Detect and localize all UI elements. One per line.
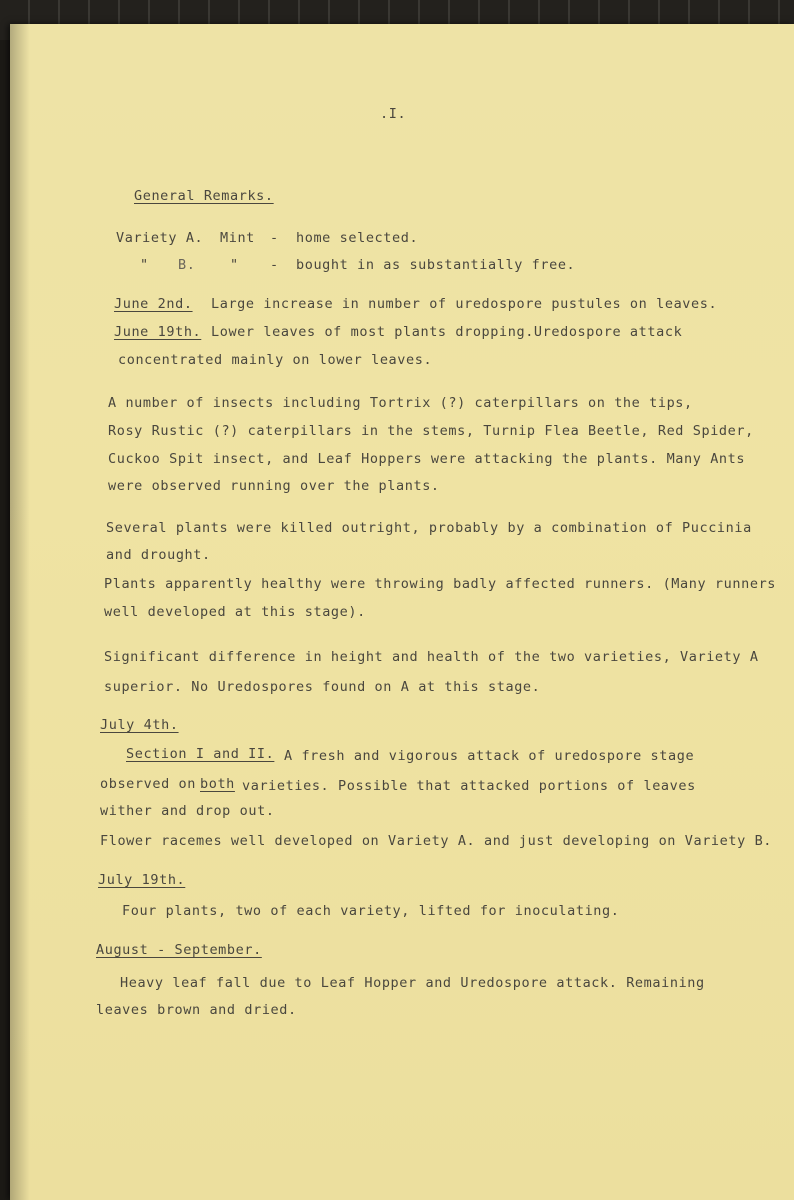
aug-sep-line-2: leaves brown and dried. <box>96 1002 297 1018</box>
july-4-line-2-start: observed on <box>100 776 197 792</box>
entry-date-july-4: July 4th. <box>100 717 179 733</box>
page-number: .I. <box>380 106 407 122</box>
section-label: Section I and II. <box>126 746 275 762</box>
july-4-line-4: Flower racemes well developed on Variety A. and just developing on Variety B. <box>100 833 773 849</box>
entry-date-june-2: June 2nd. <box>114 296 193 312</box>
insects-line-3: Cuckoo Spit insect, and Leaf Hoppers were attacking the plants. Many Ants <box>108 451 746 467</box>
difference-line-1: Significant difference in height and health of the two varieties, Variety A <box>104 649 759 665</box>
difference-line-2: superior. No Uredospores found on A at this stage. <box>104 679 541 695</box>
variety-b-note: bought in as substantially free. <box>296 257 576 273</box>
aug-sep-line-1: Heavy leaf fall due to Leaf Hopper and Uredospore attack. Remaining <box>120 975 705 991</box>
entry-date-july-19: July 19th. <box>98 872 186 888</box>
insects-line-4: were observed running over the plants. <box>108 478 440 494</box>
entry-date-june-19: June 19th. <box>114 324 202 340</box>
variety-b-ditto-2: " <box>230 257 239 273</box>
entry-text-july-19: Four plants, two of each variety, lifted for inoculating. <box>122 903 620 919</box>
variety-b-name: B. <box>178 257 196 273</box>
killed-line-2: and drought. <box>106 547 211 563</box>
variety-a-label: Variety A. <box>116 230 204 246</box>
variety-a-dash: - <box>270 230 279 246</box>
july-4-emphasis-both: both <box>200 776 235 792</box>
entry-text-june-19-line2: concentrated mainly on lower leaves. <box>118 352 433 368</box>
entry-text-june-19-line1: Lower leaves of most plants dropping.Uredospore attack <box>211 324 683 340</box>
section-heading: General Remarks. <box>134 188 274 204</box>
entry-date-aug-sep: August - September. <box>96 942 262 958</box>
entry-text-june-2: Large increase in number of uredospore pustules on leaves. <box>211 296 718 312</box>
variety-a-name: Mint <box>220 230 255 246</box>
variety-a-note: home selected. <box>296 230 419 246</box>
variety-b-dash: - <box>270 257 279 273</box>
runners-line-2: well developed at this stage). <box>104 604 366 620</box>
july-4-line-2-rest: varieties. Possible that attacked portions of leaves <box>242 778 696 794</box>
july-4-line-3: wither and drop out. <box>100 803 275 819</box>
killed-line-1: Several plants were killed outright, probably by a combination of Puccinia <box>106 520 752 536</box>
july-4-line-1: A fresh and vigorous attack of uredospore stage <box>284 748 695 764</box>
variety-b-ditto: " <box>140 257 149 273</box>
insects-line-1: A number of insects including Tortrix (?) caterpillars on the tips, <box>108 395 693 411</box>
page-edge-shadow <box>10 24 30 1200</box>
runners-line-1: Plants apparently healthy were throwing badly affected runners. (Many runners <box>104 576 777 592</box>
insects-line-2: Rosy Rustic (?) caterpillars in the stems, Turnip Flea Beetle, Red Spider, <box>108 423 754 439</box>
